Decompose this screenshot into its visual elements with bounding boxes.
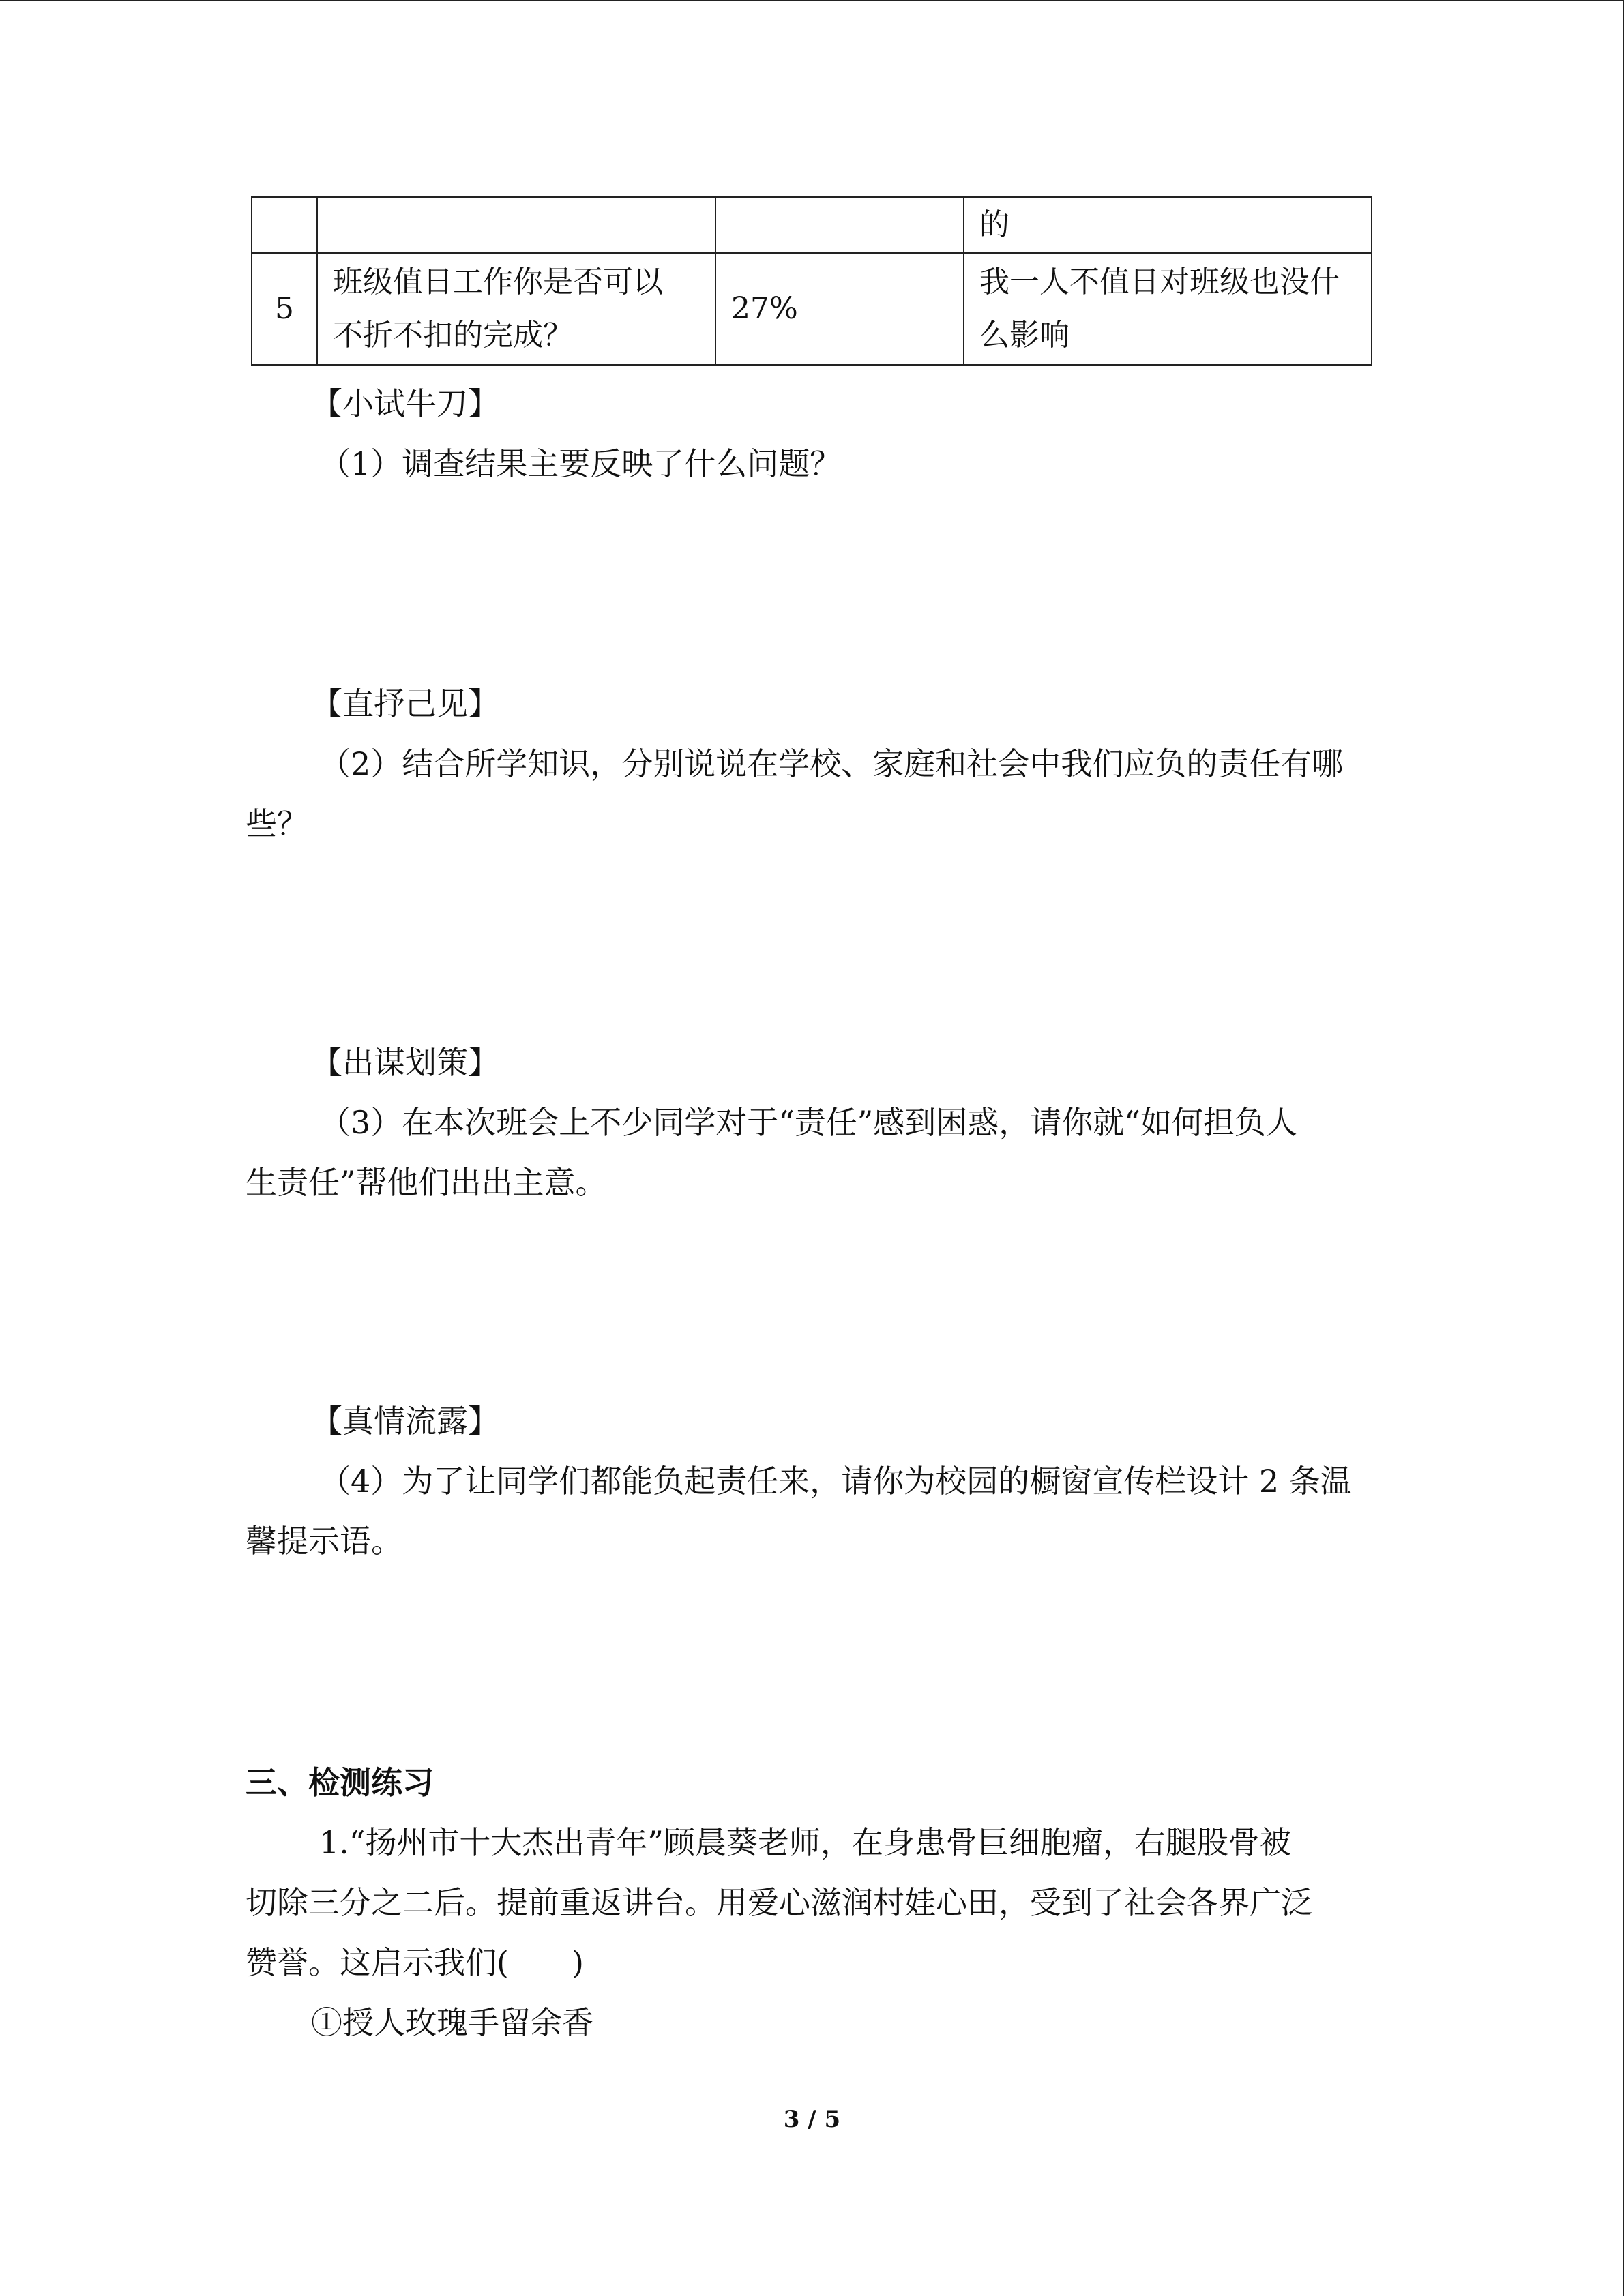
section-title-practice: 【小试牛刀】 bbox=[311, 385, 499, 422]
section-title-advice: 【出谋划策】 bbox=[311, 1044, 499, 1081]
table-cell-question bbox=[317, 197, 715, 253]
question-3-line2: 生责任”帮他们出出主意。 bbox=[246, 1164, 607, 1201]
reason-line: 我一人不值日对班级也没什 bbox=[979, 265, 1340, 299]
question-4-line1: （4）为了让同学们都能负起责任来，请你为校园的橱窗宣传栏设计 2 条温 bbox=[319, 1463, 1352, 1500]
exercise-heading: 三、检测练习 bbox=[246, 1764, 434, 1801]
table-row bbox=[252, 253, 1372, 365]
page-number: 3 / 5 bbox=[783, 2106, 841, 2133]
section-title-opinion: 【直抒己见】 bbox=[311, 685, 499, 722]
survey-table bbox=[251, 196, 1372, 366]
table-row bbox=[252, 197, 1372, 253]
question-line: 班级值日工作你是否可以 bbox=[333, 265, 663, 299]
exercise-q1-line2: 切除三分之二后。提前重返讲台。用爱心滋润村娃心田，受到了社会各界广泛 bbox=[246, 1884, 1312, 1921]
question-4-line2: 馨提示语。 bbox=[246, 1523, 402, 1560]
question-line: 不折不扣的完成？ bbox=[333, 318, 573, 353]
table-cell-reason: 的 bbox=[964, 197, 1372, 253]
table-cell-number: 5 bbox=[252, 253, 317, 365]
reason-line: 么影响 bbox=[979, 318, 1069, 353]
table-cell-percent: 27% bbox=[715, 253, 964, 365]
exercise-option-1: ①授人玫瑰手留余香 bbox=[311, 2004, 593, 2041]
question-3-line1: （3）在本次班会上不少同学对于“责任”感到困惑，请你就“如何担负人 bbox=[319, 1104, 1297, 1141]
page-top-border bbox=[0, 0, 1624, 1]
question-2-line2: 些？ bbox=[246, 805, 308, 842]
question-2-line1: （2）结合所学知识，分别说说在学校、家庭和社会中我们应负的责任有哪 bbox=[319, 745, 1344, 782]
exercise-q1-line1: 1.“扬州市十大杰出青年”顾晨葵老师，在身患骨巨细胞瘤，右腿股骨被 bbox=[319, 1824, 1291, 1861]
exercise-q1-line3: 赞誉。这启示我们( ) bbox=[246, 1944, 584, 1981]
table-cell-percent bbox=[715, 197, 964, 253]
table-cell-question bbox=[317, 253, 715, 365]
table-cell-reason bbox=[964, 253, 1372, 365]
question-1: （1）调查结果主要反映了什么问题？ bbox=[319, 445, 842, 482]
section-title-emotion: 【真情流露】 bbox=[311, 1403, 499, 1440]
table-cell-number bbox=[252, 197, 317, 253]
